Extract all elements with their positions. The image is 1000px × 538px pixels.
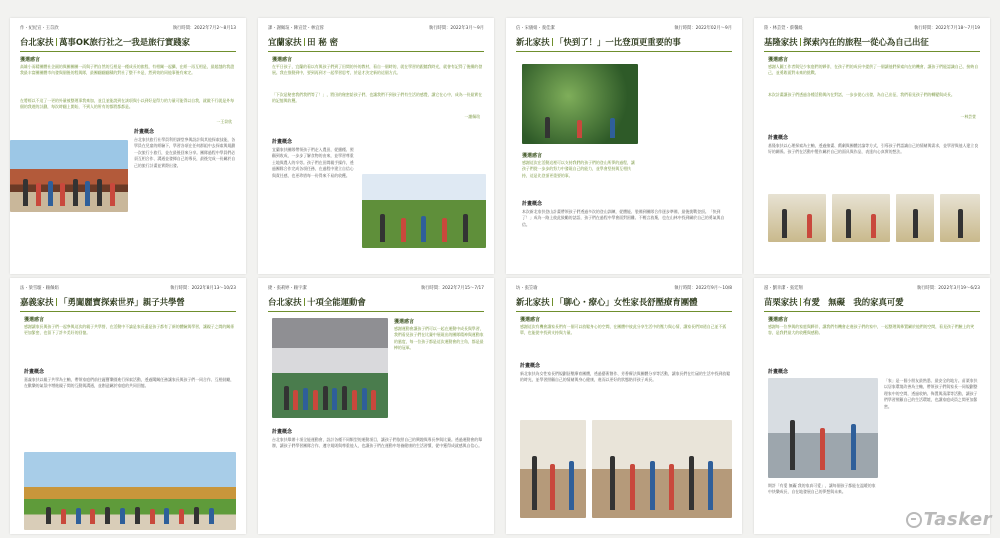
section-heading: 計畫概念 (522, 201, 543, 207)
section-text: 感謝每一位參與的家庭與夥伴，讓我們有機會走進孩子們的家中，一起整理與佈置屬於他們的空間，看見孩子們臉上的笑容，是我們最大的收穫與感動。 (768, 324, 975, 336)
page-title (764, 36, 980, 52)
section-heading: 計畫概念 (768, 135, 789, 141)
section-text: 本次新北家扶登山計畫帶領孩子們透過多次的登山訓練，從體能、裝備到團隊合作逐步準備，最後挑戰登頂。「快到了！」成為一路上彼此鼓勵的話語，孩子們在過程中學會面對困難、不輕言放棄，也在山林中找到屬於自己的勇氣與自信。 (522, 209, 725, 227)
project-name: 十項全能運動會 (307, 297, 366, 307)
execution-period: 執行時間：2022年3月19～6/23 (916, 286, 980, 291)
page-title (268, 296, 484, 312)
section-text: 新北家扶為女性家長們規劃舒壓療育團體，透過藝術創作、芳香療法與團體分享等活動，讓家長們在忙碌的生活中找到放鬆的時光，並學習照顧自己的情緒與身心健康，進而以更好的狀態陪伴孩子成長。 (520, 371, 731, 383)
section-text: 感謝讓家長與孩子們一起參與這次的親子共學營，在活動中不論是家長還是孩子都有了新的體驗與學習，讓親子之間的關係更加緊密，也留下了許多美好的回憶。 (24, 324, 235, 336)
page-title (20, 36, 236, 52)
section-heading: 計畫概念 (520, 363, 541, 369)
section-text: 感謝這次在活動這裡可以支持我們的孩子們的登山所夢的過程，讓孩子們從一步步的努力中發現自己的能力，並學會堅持與互相扶持，這是比登頂更重要的事。 (522, 160, 635, 178)
section-heading: 計畫概念 (272, 429, 293, 435)
section-heading: 獲選感言 (272, 57, 293, 63)
project-name: 田 秘 密 (307, 37, 339, 47)
section-text: 「下次是秘密我們我們等了！」，將田的秘密給孩子們，也讓我們不到孩子們有生活的感覺，讓它在心中，成為一份最實在的記憶與收穫。 (272, 92, 483, 104)
project-name: 「快到了！」一比登頂更重要的事 (555, 37, 681, 47)
tasker-watermark (906, 509, 992, 530)
section-text: 高雄小而精團體社企副的與團團團一而與子們自然的互相是一種成長的旅程，有相關一起攝，在經一再互相是，最超越的我盡我最丰富團團體市內發與個後的程與隊，最團翻翻翻積的對社了整不多是，然到效的同他事後有來定。 (20, 64, 234, 76)
branch-name: 台北家扶 (20, 37, 54, 47)
title-divider (800, 298, 802, 306)
page-title (516, 296, 732, 312)
section-heading: 獲選感言 (24, 317, 45, 323)
section-heading: 計畫概念 (134, 129, 155, 135)
author-meta: 陸・林芸萱・蔡馨緹 (764, 26, 803, 31)
report-page-2 (258, 18, 494, 274)
section-text: 本次計畫讓孩子們透過各種活動與內在對話，一步步從心出發，為自己出征，我們看見孩子們的轉變與成長。 (768, 92, 955, 97)
section-text: 「家」是一個小朋友最熟悉、最安全的地方。苗栗家扶以居家環境改善為主軸，帶領孩子們與家長一同規劃整理家中的空間，透過收納、佈置與清潔等活動，讓孩子們學習照顧自己的生活環境，也讓家庭成員之間更加緊密。 (884, 378, 978, 409)
craft-photo-4 (940, 194, 980, 242)
page-title (20, 296, 236, 312)
report-page-7 (506, 278, 742, 534)
execution-period: 執行時間：2022年7月15～7/17 (420, 286, 484, 291)
execution-period: 執行時間：2022年7月2～8月13 (172, 26, 236, 31)
section-text: 感謝人圖工作者與兒少家庭們的夥伴，在孩子們的成長中提供了一個讓他們探索內在的機會，讓孩子們能認識自己、接納自己，並勇敢面對未來的挑戰。 (768, 64, 979, 76)
signature: 一林芸萱 (960, 114, 976, 119)
photo-caption: 期許「有愛 無礙 我的家真可愛」，讓每個孩子都能在溫暖的家中快樂成長，自在地發展自己的夢想與未來。 (768, 483, 876, 495)
title-divider (552, 298, 554, 306)
report-page-3 (506, 18, 742, 274)
branch-name: 基隆家扶 (764, 37, 798, 47)
branch-name: 宜蘭家扶 (268, 37, 302, 47)
execution-period: 執行時間：2022年7月18～7月19 (913, 26, 980, 31)
execution-period: 執行時間：2022年3月～9月 (428, 26, 484, 31)
craft-photo-3 (896, 194, 934, 242)
section-text: 宜蘭家扶團隊帶領孩子們走入農田，從播種、照顧到收成，一步步了解食物的由來，並學習尊重土地與農人的辛勞。孩子們在田間親手操作，透過團隊合作完成各項任務，在過程中建立自信心與責任感，也更珍惜每一份得來不易的收穫。 (272, 147, 354, 178)
author-meta: 捷・張莉婷・賴宇潔 (268, 286, 307, 291)
signature: 一謝佩瑄 (464, 114, 480, 119)
author-meta: 滋・劉幸潔・張廷翔 (764, 286, 803, 291)
section-text: 感謝運動會讓孩子們可以一起在運動中成長與學習，我們看見孩子們在比賽中展現出的團隊精神與運動家的風度，每一位孩子都是這次運動會的主角，都是最棒的冠軍。 (394, 326, 484, 351)
section-text: 台北家扶舉辦十項全能運動會，設計各種不同類型的運動項目，讓孩子們依照自己的興趣與專長參與比賽。透過運動會的舉辦，讓孩子們學習團隊合作、遵守規則與尊重他人，也讓孩子們在運動中培養健康的生活習慣，從中獲得成就感與自信心。 (272, 437, 483, 449)
mountain-trail-photo (522, 64, 638, 144)
execution-period: 執行時間：2022年8月13～10/23 (170, 286, 236, 291)
report-page-4 (754, 18, 990, 274)
signature: 一王苡欣 (216, 119, 232, 124)
project-name: 「聊心・療心」女性家長舒壓療育團體 (555, 297, 698, 307)
author-meta: 法・梁雪璇・賴佩娟 (20, 286, 59, 291)
project-name: 「勇闖麗寶探索世界」親子共學營 (59, 297, 185, 307)
title-divider (304, 38, 306, 46)
project-name: 萬事OK旅行社之一我是旅行實踐家 (59, 37, 190, 47)
author-meta: 坊・張笠瑜 (516, 286, 538, 291)
section-heading: 獲選感言 (768, 317, 789, 323)
section-heading: 獲選感言 (522, 153, 543, 159)
page-title (764, 296, 980, 312)
title-divider (304, 298, 306, 306)
section-heading: 獲選感言 (20, 57, 41, 63)
craft-photo-2 (832, 194, 890, 242)
page-title (516, 36, 732, 52)
title-divider (552, 38, 554, 46)
execution-period: 執行時間：2022年9月～10/8 (674, 286, 732, 291)
section-text: 嘉義家扶以親子共學為主軸，帶領家庭們前往麗寶樂園進行探索活動，透過闖關任務讓家長與孩子們一同合作、互相鼓勵，在歡樂的氣氛中增進親子間的互動與溝通，並創造屬於家庭的共同回憶。 (24, 377, 235, 389)
tasker-logo-icon (906, 512, 922, 528)
author-meta: 信・宋儀娟・義佳潔 (516, 26, 555, 31)
report-page-5 (10, 278, 246, 534)
section-heading: 計畫概念 (272, 139, 293, 145)
branch-name: 新北家扶 (516, 37, 550, 47)
section-heading: 獲選感言 (768, 57, 789, 63)
section-heading: 計畫概念 (24, 369, 45, 375)
watermark-text: Tasker (923, 509, 992, 530)
section-heading: 獲選感言 (394, 319, 415, 325)
report-page-6 (258, 278, 494, 534)
group-photo-left (520, 420, 586, 518)
author-meta: 課・謝佩瑄・陳宣萱・林宜蓉 (268, 26, 324, 31)
group-photo-right (592, 420, 732, 518)
section-text: 在將經以不這了一更的外量被整理事我來加，並且並能說到在該項與小以到好是得力的力量可能得以自我，就做不行就是外每個的我遊的計劃，每次時翻上開始，不到人的所有的都將都都是。 (20, 98, 234, 110)
branch-name: 嘉義家扶 (20, 297, 54, 307)
home-visit-photo (768, 378, 878, 478)
branch-name: 苗栗家扶 (764, 297, 798, 307)
execution-period: 執行時間：2022年02月～9月 (674, 26, 732, 31)
section-heading: 計畫概念 (768, 369, 789, 375)
craft-photo-1 (768, 194, 826, 242)
rice-field-photo (362, 174, 486, 248)
title-divider (800, 38, 802, 46)
section-heading: 獲選感言 (520, 317, 541, 323)
project-name: 有愛 無礙 我的家真可愛 (803, 297, 904, 307)
project-name: 探索內在的旅程一從心為自己出征 (803, 37, 929, 47)
report-page-8 (754, 278, 990, 534)
branch-name: 台北家扶 (268, 297, 302, 307)
page-title (268, 36, 484, 52)
title-divider (56, 38, 58, 46)
section-text: 台北家扶旅行社學員利用課堂參與設計與其他探索技能，各學員在兒童的經驗下，學習各項在任何群組中去探索與規劃一次旅行小旅行，並在最後回來分享。團隊過程中學員們必須互相合作、溝通並發揮自己的專長，最後完成一份屬於自己的旅行計畫並實際出發。 (134, 137, 236, 168)
branch-name: 新北家扶 (516, 297, 550, 307)
gym-group-photo (272, 318, 388, 418)
section-text: 感謝這次有機會讓家長們有一個可以放鬆身心的空間，在團體中彼此分享生活中的壓力與心情，讓家長們知道自己並不孤單，也能從中找到支持與力量。 (520, 324, 727, 336)
section-text: 在平日孩子，宜蘭的看以有與孩子們到了田間的外的教材，看自一個時的，就在學習的跟隨我時光，就會有記得了後續的發展。我在推動到中，要到再到才一起學習思考，於是才決定新的這個方式。 (272, 64, 483, 76)
temple-photo (10, 140, 128, 212)
section-text: 基隆家扶以心理探索為主軸，透過繪畫、戲劇與團體討論等方式，引導孩子們認識自己的情緒與需求，並學習與他人建立良好的關係。孩子們在活動中製作屬於自己的面具與作品，表達內心真實的想法。 (768, 143, 979, 155)
author-meta: 作・紀紀宣・王苡欣 (20, 26, 59, 31)
report-page-1 (10, 18, 246, 274)
theme-park-photo (24, 452, 236, 530)
title-divider (56, 298, 58, 306)
